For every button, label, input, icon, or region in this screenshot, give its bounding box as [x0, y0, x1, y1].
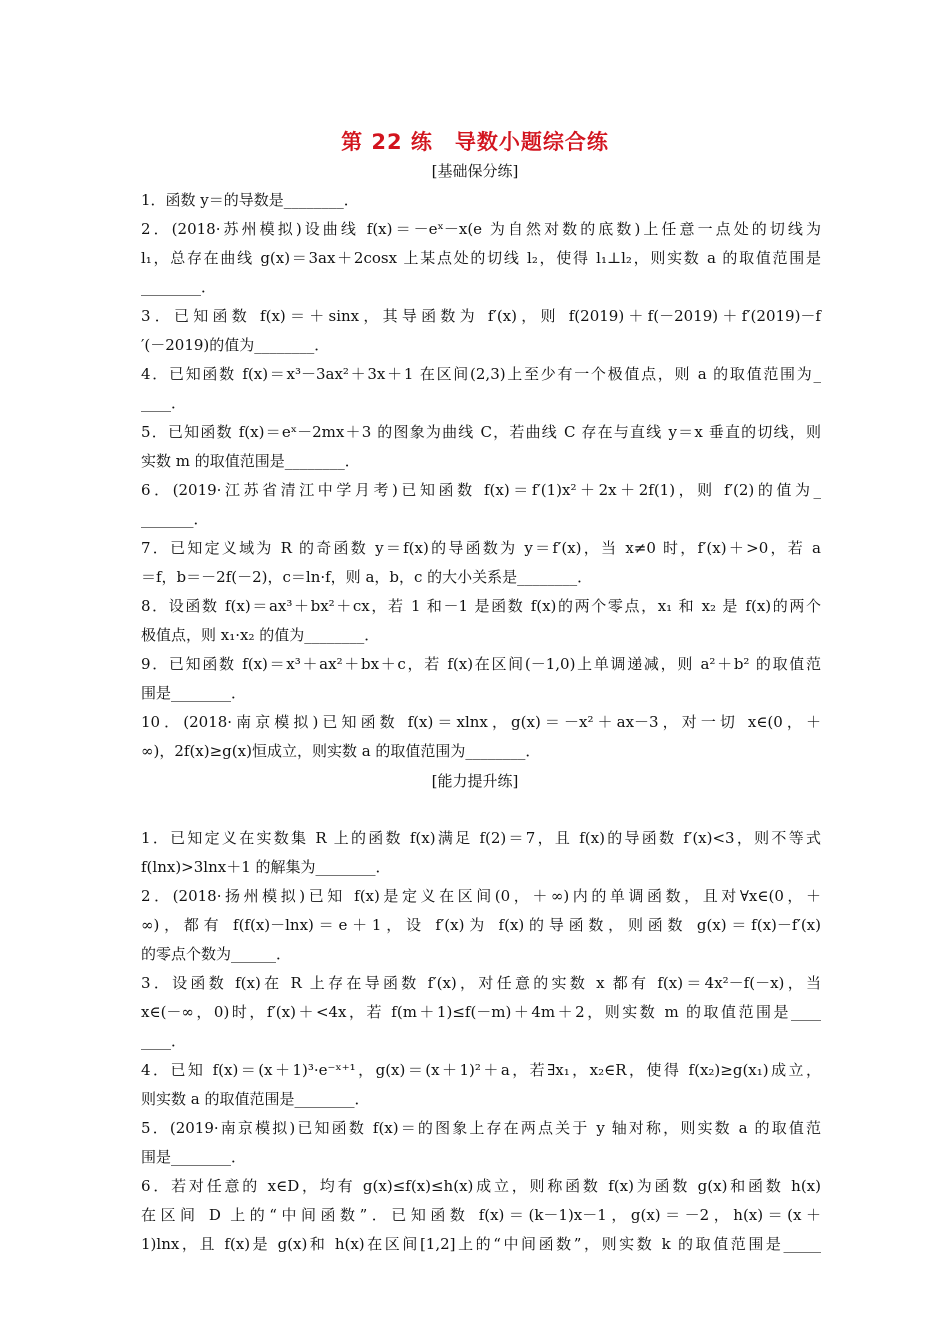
text-line: 1．函数 y＝的导数是________．	[141, 191, 359, 209]
text-line: x∈(－∞，0)时，f′(x)＋<4x，若 f(m＋1)≤f(－m)＋4m＋2，则实数 m 的取值范围是____	[141, 1003, 821, 1021]
text-line: 7．已知定义域为 R 的奇函数 y＝f(x)的导函数为 y＝f′(x)，当 x≠0 时，f′(x)＋>0，若 a	[141, 539, 821, 557]
text-line: f(lnx)>3lnx＋1 的解集为________．	[141, 858, 391, 876]
text-line: 4．已知 f(x)＝(x＋1)³·e⁻ˣ⁺¹，g(x)＝(x＋1)²＋a，若∃x₁，x₂∈R，使得 f(x₂)≥g(x₁)成立，	[141, 1061, 821, 1079]
text-line: 6．(2019·江苏省清江中学月考)已知函数 f(x)＝f′(1)x²＋2x＋2f(1)，则 f′(2)的值为_	[141, 481, 821, 499]
section-basic: [基础保分练]	[431, 162, 519, 180]
text-line: 的零点个数为______．	[141, 945, 292, 963]
text-line: 则实数 a 的取值范围是________．	[141, 1090, 370, 1108]
text-line: 2．(2018·苏州模拟)设曲线 f(x)＝－eˣ－x(e 为自然对数的底数)上任意一点处的切线为	[141, 220, 821, 238]
text-line: 3．已知函数 f(x)＝＋sinx，其导函数为 f′(x)，则 f(2019)＋f(－2019)＋f′(2019)－f	[141, 307, 821, 325]
text-line: 1)lnx，且 f(x)是 g(x)和 h(x)在区间[1,2]上的“中间函数”，则实数 k 的取值范围是_____	[141, 1235, 821, 1253]
text-line: _______．	[141, 510, 209, 528]
text-line: 在区间 D 上的“中间函数”．已知函数 f(x)＝(k－1)x－1，g(x)＝－2，h(x)＝(x＋	[141, 1206, 821, 1224]
text-line: ∞)，都有 f(f(x)－lnx)＝e＋1，设 f′(x)为 f(x)的导函数，则函数 g(x)＝f(x)－f′(x)	[141, 916, 821, 934]
text-line: 3．设函数 f(x)在 R 上存在导函数 f′(x)，对任意的实数 x 都有 f(x)＝4x²－f(－x)，当	[141, 974, 821, 992]
text-line: 9．已知函数 f(x)＝x³＋ax²＋bx＋c，若 f(x)在区间(－1,0)上单调递减，则 a²＋b² 的取值范	[141, 655, 821, 673]
text-line: 围是________．	[141, 1148, 247, 1166]
text-line: 5．已知函数 f(x)＝eˣ－2mx＋3 的图象为曲线 C，若曲线 C 存在与直线 y＝x 垂直的切线，则	[141, 423, 821, 441]
text-line: 实数 m 的取值范围是________．	[141, 452, 360, 470]
text-line: 1．已知定义在实数集 R 上的函数 f(x)满足 f(2)＝7，且 f(x)的导函数 f′(x)<3，则不等式	[141, 829, 821, 847]
text-line: ∞)，2f(x)≥g(x)恒成立，则实数 a 的取值范围为________．	[141, 742, 541, 760]
text-line: 2．(2018·扬州模拟)已知 f(x)是定义在区间(0，＋∞)内的单调函数，且对∀x∈(0，＋	[141, 887, 821, 905]
section-advanced: [能力提升练]	[431, 772, 519, 790]
text-line: 8．设函数 f(x)＝ax³＋bx²＋cx，若 1 和－1 是函数 f(x)的两个零点，x₁ 和 x₂ 是 f(x)的两个	[141, 597, 821, 615]
text-line: ＝f，b＝－2f(－2)，c＝ln·f，则 a，b，c 的大小关系是________．	[141, 568, 593, 586]
text-line: 极值点，则 x₁·x₂ 的值为________．	[141, 626, 380, 644]
page-title: 第 22 练 导数小题综合练	[341, 130, 609, 154]
text-line: 10．(2018·南京模拟)已知函数 f(x)＝xlnx，g(x)＝－x²＋ax－3，对一切 x∈(0，＋	[141, 713, 821, 731]
text-line: ′(－2019)的值为________．	[141, 336, 330, 354]
text-line: 4．已知函数 f(x)＝x³－3ax²＋3x＋1 在区间(2,3)上至少有一个极值点，则 a 的取值范围为_	[141, 365, 821, 383]
text-line: 围是________．	[141, 684, 247, 702]
text-line: ____．	[141, 394, 187, 412]
text-line: ________．	[141, 278, 217, 296]
text-line: 6．若对任意的 x∈D，均有 g(x)≤f(x)≤h(x)成立，则称函数 f(x)为函数 g(x)和函数 h(x)	[141, 1177, 821, 1195]
text-line: l₁，总存在曲线 g(x)＝3ax＋2cosx 上某点处的切线 l₂，使得 l₁⊥l₂，则实数 a 的取值范围是	[141, 249, 821, 267]
text-line: 5．(2019·南京模拟)已知函数 f(x)＝的图象上存在两点关于 y 轴对称，则实数 a 的取值范	[141, 1119, 821, 1137]
text-line: ____．	[141, 1032, 187, 1050]
